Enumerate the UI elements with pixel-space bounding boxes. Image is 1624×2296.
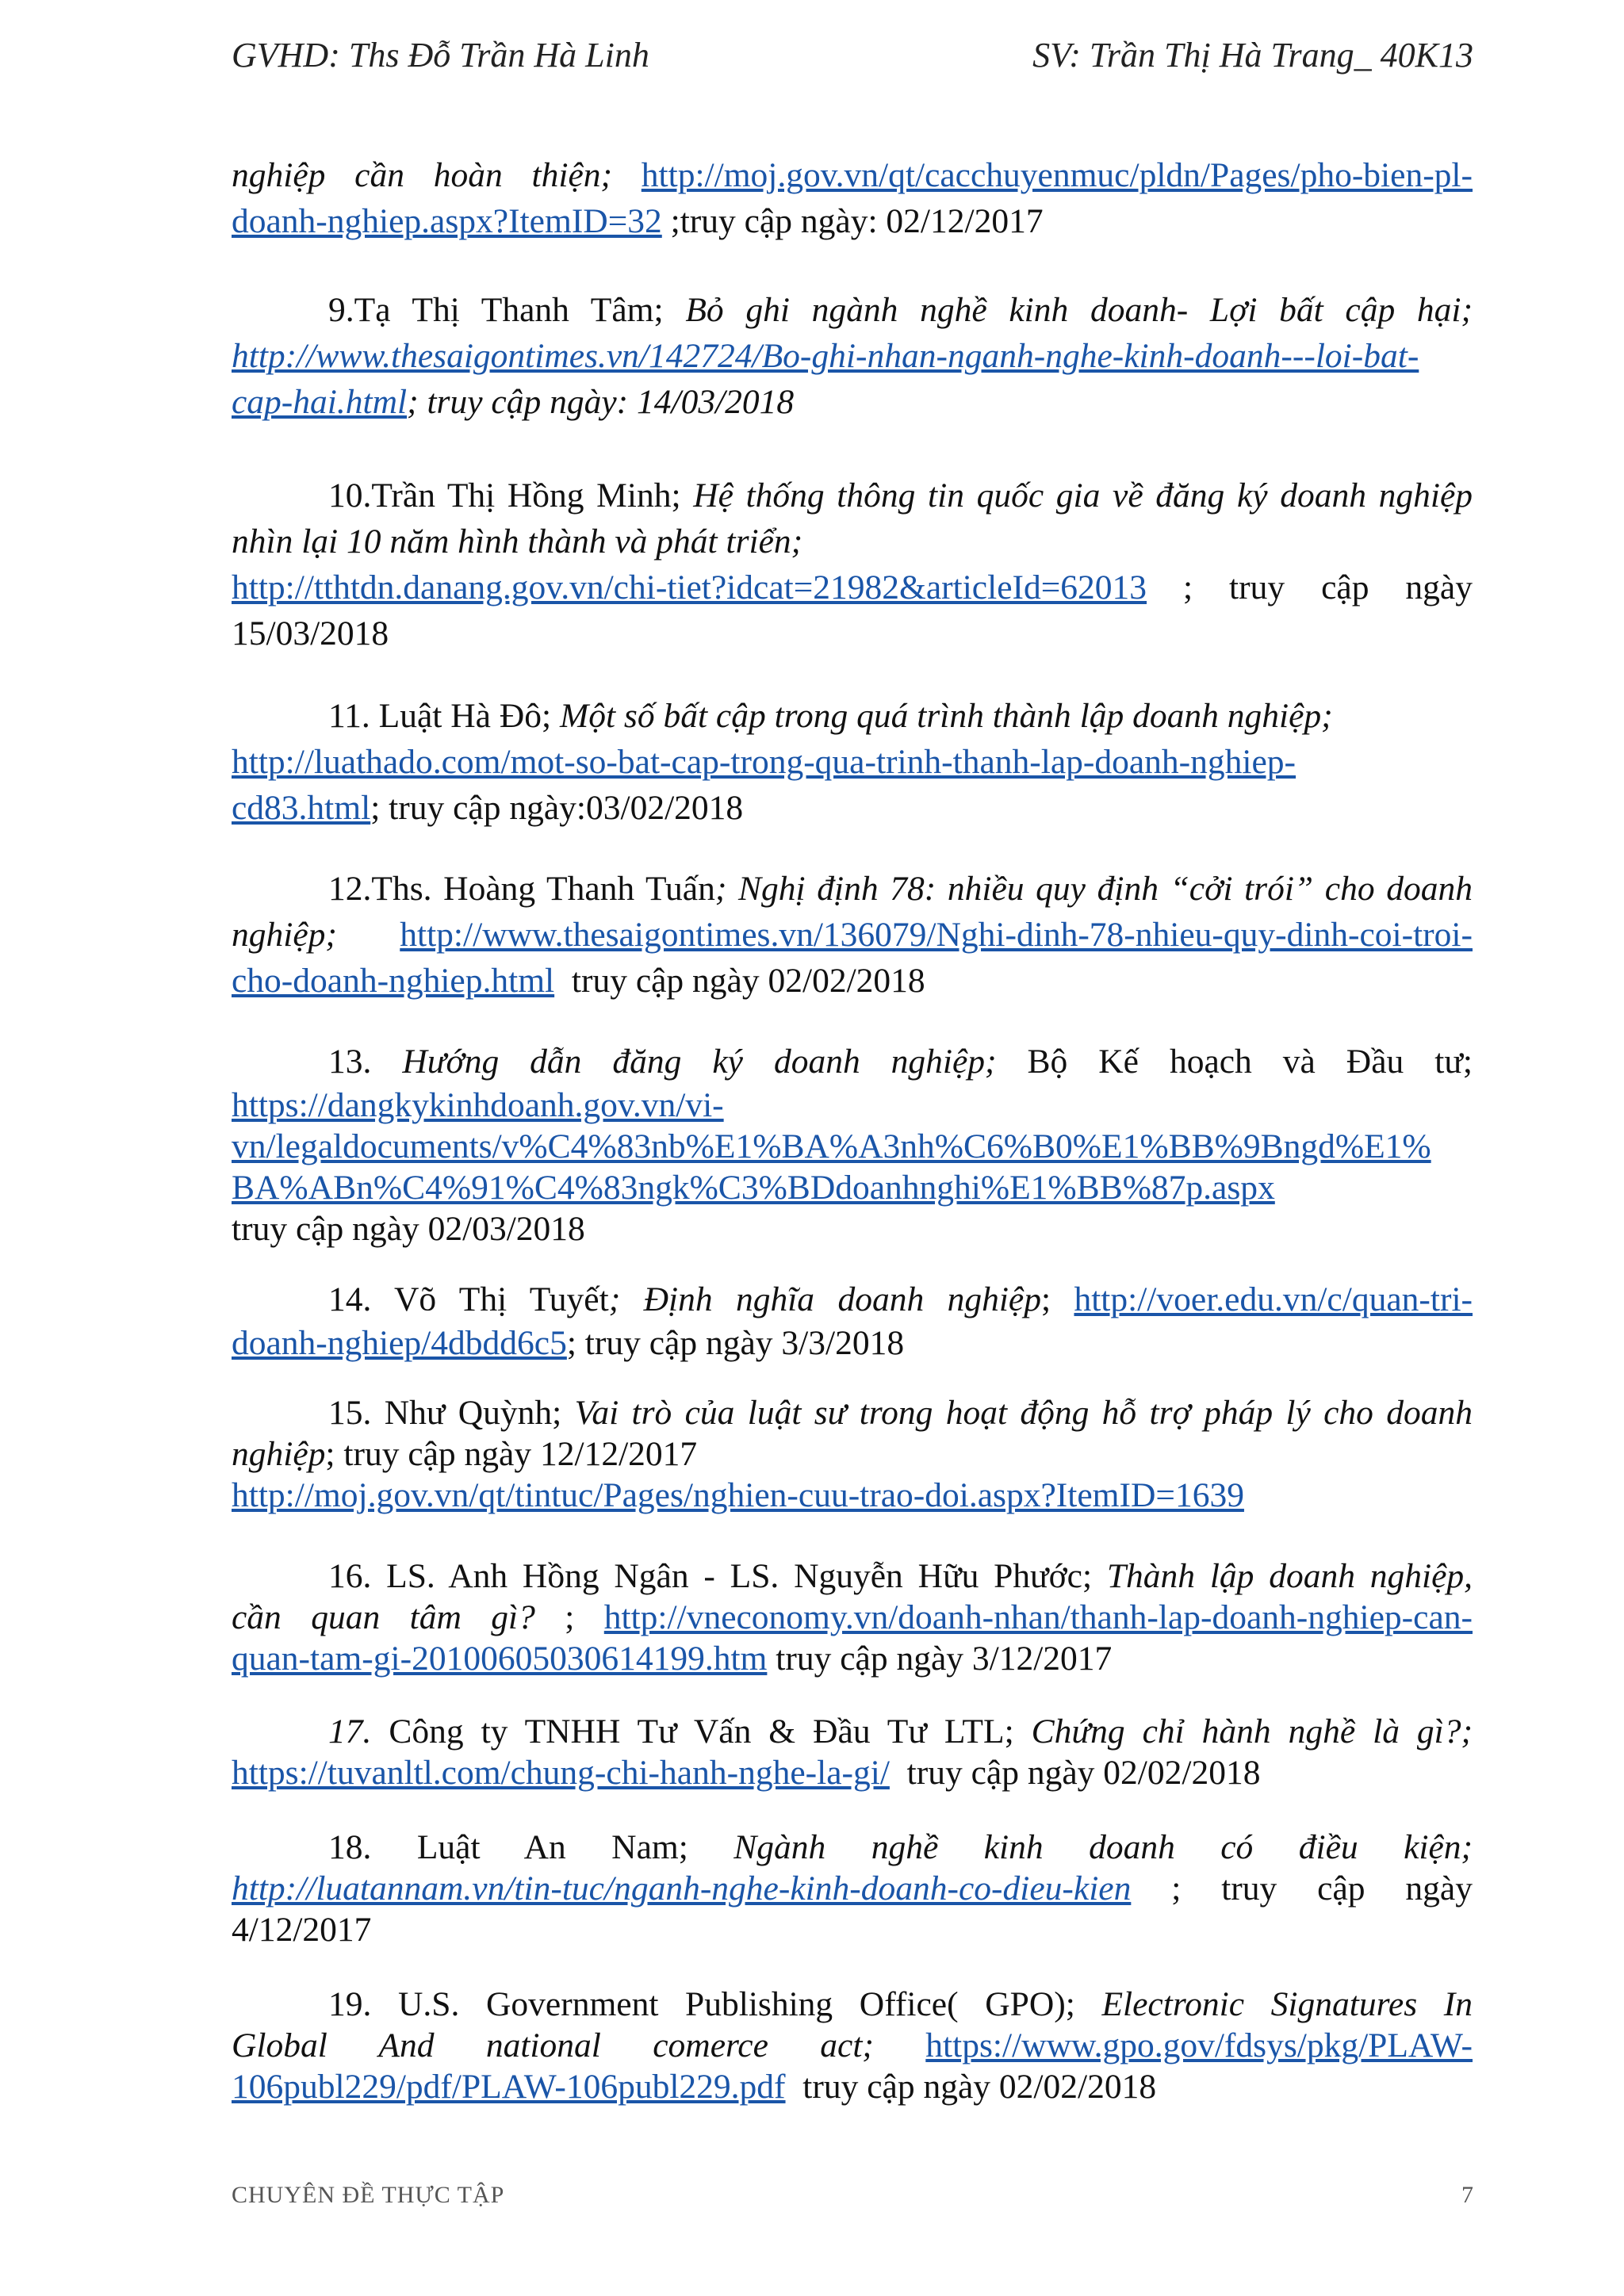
ref15-author: 15. Như Quỳnh; <box>328 1394 562 1432</box>
reference-19 <box>232 1984 1473 2107</box>
ref19-title-cont: Global And national comerce act; <box>232 2026 874 2064</box>
ref11-link[interactable]: http://luathado.com/mot-so-bat-cap-trong-qua-trinh-thanh-lap-doanh-nghiep- <box>232 743 1297 781</box>
ref11-title: Một số bất cập trong quá trình thành lập doanh nghiệp; <box>559 697 1333 735</box>
reference-16 <box>232 1556 1473 1679</box>
ref10-access-date: 15/03/2018 <box>232 614 389 652</box>
ref9-link-cont[interactable]: cap-hai.html <box>232 383 408 421</box>
ref15-title-cont: nghiệp <box>232 1435 326 1473</box>
ref8-access-date: ;truy cập ngày: 02/12/2017 <box>670 202 1044 240</box>
ref8-link-cont[interactable]: doanh-nghiep.aspx?ItemID=32 <box>232 202 662 240</box>
reference-14 <box>232 1276 1473 1364</box>
ref15-access-date: ; truy cập ngày 12/12/2017 <box>325 1435 698 1473</box>
ref13-link-cont-1[interactable]: vn/legaldocuments/v%C4%83nb%E1%BA%A3nh%C6%B0%E1%BB%9Bngd%E1% <box>232 1127 1431 1165</box>
ref9-title: Bỏ ghi ngành nghề kinh doanh- Lợi bất cập hại; <box>685 291 1473 329</box>
ref16-authors: 16. LS. Anh Hồng Ngân - LS. Nguyễn Hữu Phước; <box>328 1557 1093 1595</box>
ref19-access-date: truy cập ngày 02/02/2018 <box>802 2068 1157 2106</box>
ref14-author: 14. Võ Thị Tuyết <box>328 1280 609 1318</box>
ref15-title: Vai trò của luật sư trong hoạt động hỗ trợ pháp lý cho doanh <box>574 1394 1473 1432</box>
header-advisor: GVHD: Ths Đỗ Trần Hà Linh <box>232 36 649 75</box>
ref12-link-cont[interactable]: cho-doanh-nghiep.html <box>232 962 555 1000</box>
ref10-link[interactable]: http://tthtdn.danang.gov.vn/chi-tiet?idcat=21982&articleId=62013 <box>232 568 1147 607</box>
ref12-title-cont: nghiệp; <box>232 916 337 954</box>
footer-title: CHUYÊN ĐỀ THỰC TẬP <box>232 2182 505 2208</box>
ref13-access-date: truy cập ngày 02/03/2018 <box>232 1210 585 1248</box>
reference-18 <box>232 1827 1473 1950</box>
ref19-title: Electronic Signatures In <box>1101 1985 1473 2023</box>
reference-15 <box>232 1392 1473 1516</box>
ref12-link[interactable]: http://www.thesaigontimes.vn/136079/Nghi-dinh-78-nhieu-quy-dinh-coi-troi- <box>400 916 1473 954</box>
ref14-access-date: ; truy cập ngày 3/3/2018 <box>566 1324 905 1362</box>
ref16-access-date: truy cập ngày 3/12/2017 <box>776 1640 1113 1678</box>
header-student: SV: Trần Thị Hà Trang_ 40K13 <box>1032 36 1473 75</box>
ref17-link[interactable]: https://tuvanltl.com/chung-chi-hanh-nghe-la-gi/ <box>232 1754 890 1792</box>
ref16-title: Thành lập doanh nghiệp, <box>1106 1557 1473 1595</box>
reference-9 <box>232 287 1473 425</box>
ref11-access-date: ; truy cập ngày:03/02/2018 <box>370 789 744 827</box>
ref18-access-date: 4/12/2017 <box>232 1911 372 1949</box>
reference-17 <box>232 1711 1473 1793</box>
ref11-link-cont[interactable]: cd83.html <box>232 789 371 827</box>
ref18-title: Ngành nghề kinh doanh có điều kiện; <box>733 1828 1473 1866</box>
ref17-author: Công ty TNHH Tư Vấn & Đầu Tư LTL; <box>389 1712 1014 1751</box>
ref17-title: Chứng chỉ hành nghề là gì?; <box>1031 1712 1473 1751</box>
ref10-title-cont: nhìn lại 10 năm hình thành và phát triển; <box>232 522 803 561</box>
ref13-link[interactable]: https://dangkykinhdoanh.gov.vn/vi- <box>232 1086 724 1124</box>
reference-11 <box>232 693 1473 831</box>
ref13-title: Hướng dẫn đăng ký doanh nghiệp; <box>402 1043 997 1081</box>
ref14-link[interactable]: http://voer.edu.vn/c/quan-tri- <box>1074 1280 1473 1318</box>
page-number: 7 <box>1461 2182 1473 2208</box>
ref13-link-cont-2[interactable]: BA%ABn%C4%91%C4%83ngk%C3%BDdoanhnghi%E1%BB%87p.aspx <box>232 1169 1275 1207</box>
ref18-author: 18. Luật An Nam; <box>328 1828 688 1866</box>
ref17-access-date: truy cập ngày 02/02/2018 <box>906 1754 1261 1792</box>
ref16-title-cont: cần quan tâm gì? <box>232 1598 535 1636</box>
ref10-title: Hệ thống thông tin quốc gia về đăng ký doanh nghiệp <box>693 476 1473 515</box>
ref13-number: 13. <box>328 1043 372 1081</box>
ref12-access-date: truy cập ngày 02/02/2018 <box>571 962 925 1000</box>
ref13-publisher: Bộ Kế hoạch và Đầu tư; <box>1027 1043 1473 1081</box>
ref14-title: ; Định nghĩa doanh nghiệp <box>608 1280 1041 1318</box>
ref16-separator: ; <box>565 1598 575 1636</box>
ref9-author: 9.Tạ Thị Thanh Tâm; <box>328 291 664 329</box>
ref12-author: 12.Ths. Hoàng Thanh Tuấn <box>328 870 715 908</box>
ref14-link-cont[interactable]: doanh-nghiep/4dbdd6c5 <box>232 1324 567 1362</box>
ref10-author: 10.Trần Thị Hồng Minh; <box>328 476 681 515</box>
ref19-link-cont[interactable]: 106publ229/pdf/PLAW-106publ229.pdf <box>232 2068 786 2106</box>
ref8-link[interactable]: http://moj.gov.vn/qt/cacchuyenmuc/pldn/Pages/pho-bien-pl- <box>641 156 1473 194</box>
ref14-separator: ; <box>1040 1280 1051 1318</box>
ref16-link[interactable]: http://vneconomy.vn/doanh-nhan/thanh-lap-doanh-nghiep-can- <box>603 1598 1473 1636</box>
reference-8 <box>232 152 1473 244</box>
ref15-link[interactable]: http://moj.gov.vn/qt/tintuc/Pages/nghien-cuu-trao-doi.aspx?ItemID=1639 <box>232 1476 1244 1514</box>
reference-12 <box>232 866 1473 1004</box>
ref11-author: 11. Luật Hà Đô; <box>328 697 552 735</box>
ref8-title-tail: nghiệp cần hoàn thiện; <box>232 156 612 194</box>
ref9-access-date: ; truy cập ngày: 14/03/2018 <box>407 383 795 421</box>
ref18-access-label: ; truy cập ngày <box>1171 1869 1473 1908</box>
ref18-link[interactable]: http://luatannam.vn/tin-tuc/nganh-nghe-kinh-doanh-co-dieu-kien <box>232 1869 1132 1908</box>
reference-13 <box>232 1039 1473 1249</box>
ref19-link[interactable]: https://www.gpo.gov/fdsys/pkg/PLAW- <box>925 2026 1473 2064</box>
reference-10 <box>232 473 1473 656</box>
ref19-author: 19. U.S. Government Publishing Office( GPO); <box>328 1985 1075 2023</box>
ref9-link[interactable]: http://www.thesaigontimes.vn/142724/Bo-ghi-nhan-nganh-nghe-kinh-doanh---loi-bat- <box>232 337 1419 375</box>
ref16-link-cont[interactable]: quan-tam-gi-20100605030614199.htm <box>232 1640 768 1678</box>
ref17-number: 17. <box>328 1712 372 1751</box>
ref12-title: ; Nghị định 78: nhiều quy định “cởi trói” cho doanh <box>714 870 1473 908</box>
ref10-access-label: ; truy cập ngày <box>1183 568 1473 607</box>
